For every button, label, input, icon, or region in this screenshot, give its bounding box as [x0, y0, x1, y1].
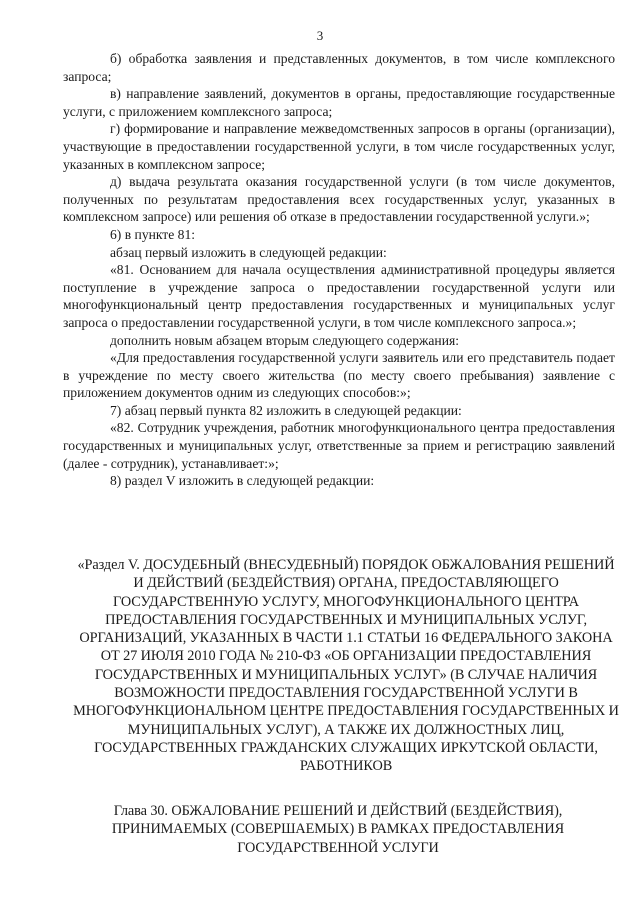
paragraph-g: г) формирование и направление межведомственных запросов в органы (организации), участвующие в предоставлении государственной услуги, в том числе государственных услуг, указанных в комплексном запросе; [63, 121, 615, 172]
paragraph-item-8: 8) раздел V изложить в следующей редакции: [110, 473, 375, 489]
paragraph-first-abzac: абзац первый изложить в следующей редакции: [110, 244, 387, 260]
page-number: 3 [316, 28, 324, 43]
chapter-title: Глава 30. ОБЖАЛОВАНИЕ РЕШЕНИЙ И ДЕЙСТВИЙ (БЕЗДЕЙСТВИЯ), ПРИНИМАЕМЫХ (СОВЕРШАЕМЫХ) В РАМКАХ ПРЕДОСТАВЛЕНИЯ ГОСУДАРСТВЕННОЙ УСЛУГИ [111, 803, 565, 856]
paragraph-add-second: дополнить новым абзацем вторым следующего содержания: [110, 332, 459, 348]
paragraph-point-81: «81. Основанием для начала осуществления административной процедуры является поступление в учреждение запроса о предоставлении государственной услуги или многофункциональный центр предоставления государственных и муниципальных услуг запроса о предоставлении государственной услуги, в том числе комплексного запроса.»; [63, 262, 615, 330]
paragraph-v: в) направление заявлений, документов в органы, предоставляющие государственные услуги, с приложением комплексного запроса; [63, 86, 615, 119]
section-title: «Раздел V. ДОСУДЕБНЫЙ (ВНЕСУДЕБНЫЙ) ПОРЯДОК ОБЖАЛОВАНИЯ РЕШЕНИЙ И ДЕЙСТВИЙ (БЕЗДЕЙСТВИЯ) ОРГАНА, ПРЕДОСТАВЛЯЮЩЕГО ГОСУДАРСТВЕННУЮ УСЛУГУ, МНОГОФУНКЦИОНАЛЬНОГО ЦЕНТРА ПРЕДОСТАВЛЕНИЯ ГОСУДАРСТВЕННЫХ И МУНИЦИПАЛЬНЫХ УСЛУГ, ОРГАНИЗАЦИЙ, УКАЗАННЫХ В ЧАСТИ 1.1 СТАТЬИ 16 ФЕДЕРАЛЬНОГО ЗАКОНА ОТ 27 ИЮЛЯ 2010 ГОДА № 210-ФЗ «ОБ ОРГАНИЗАЦИИ ПРЕДОСТАВЛЕНИЯ ГОСУДАРСТВЕННЫХ И МУНИЦИПАЛЬНЫХ УСЛУГ» (В СЛУЧАЕ НАЛИЧИЯ ВОЗМОЖНОСТИ ПРЕДОСТАВЛЕНИЯ ГОСУДАРСТВЕННОЙ УСЛУГИ В МНОГОФУНКЦИОНАЛЬНОМ ЦЕНТРЕ ПРЕДОСТАВЛЕНИЯ ГОСУДАРСТВЕННЫХ И МУНИЦИПАЛЬНЫХ УСЛУГ), А ТАКЖЕ ИХ ДОЛЖНОСТНЫХ ЛИЦ, ГОСУДАРСТВЕННЫХ ГРАЖДАНСКИХ СЛУЖАЩИХ ИРКУТСКОЙ ОБЛАСТИ, РАБОТНИКОВ [73, 557, 619, 775]
paragraph-item-6: 6) в пункте 81: [110, 226, 196, 242]
paragraph-point-82: «82. Сотрудник учреждения, работник многофункционального центра предоставления государственных и муниципальных услуг, ответственные за прием и регистрацию заявлений (далее - сотрудник), устанавливает:»; [63, 420, 615, 471]
paragraph-item-7: 7) абзац первый пункта 82 изложить в следующей редакции: [110, 402, 462, 418]
paragraph-d: д) выдача результата оказания государственной услуги (в том числе документов, полученных по результатам предоставления всех государственных услуг, указанных в комплексном запросе) или решения об отказе в предоставлении государственной услуги.»; [63, 174, 615, 225]
document-body [63, 50, 615, 490]
paragraph-applicant: «Для предоставления государственной услуги заявитель или его представитель подает в учреждение по месту своего жительства (по месту своего пребывания) заявление с приложением документов одним из следующих способов:»; [63, 350, 615, 401]
paragraph-b: б) обработка заявления и представленных документов, в том числе комплексного запроса; [63, 51, 615, 84]
